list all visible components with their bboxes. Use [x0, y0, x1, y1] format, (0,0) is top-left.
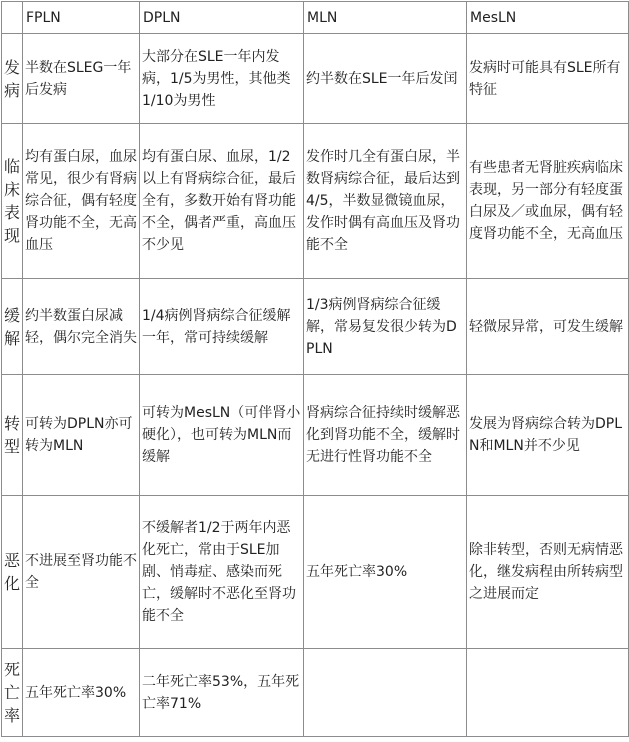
- lupus-nephritis-comparison-table: [1, 1, 629, 737]
- header-mesln: MesLN: [467, 2, 629, 34]
- header-mln: MLN: [304, 2, 467, 34]
- cell-onset-dpln: 大部分在SLE一年内发病，1/5为男性，其他类1/10为男性: [140, 34, 304, 124]
- cell-mortality-mln: [304, 649, 467, 737]
- cell-transformation-mesln: 发展为肾病综合转为DPLN和MLN并不少见: [467, 375, 629, 496]
- cell-onset-fpln: 半数在SLEG一年后发病: [23, 34, 140, 124]
- cell-deterioration-mln: 五年死亡率30%: [304, 496, 467, 649]
- row-label-mortality: 死亡率: [2, 649, 23, 737]
- row-label-transformation: 转型: [2, 375, 23, 496]
- row-label-clinical: 临床表现: [2, 124, 23, 279]
- cell-clinical-mesln: 有些患者无肾脏疾病临床表现，另一部分有轻度蛋白尿及／或血尿，偶有轻度肾功能不全，无高血压: [467, 124, 629, 279]
- row-onset: [2, 34, 629, 124]
- cell-clinical-mln: 发作时几全有蛋白尿，半数肾病综合征，最后达到4/5，半数显微镜血尿，发作时偶有高血压及肾功能不全: [304, 124, 467, 279]
- row-clinical: [2, 124, 629, 279]
- cell-remission-mesln: 轻微尿异常，可发生缓解: [467, 279, 629, 375]
- row-mortality: [2, 649, 629, 737]
- cell-onset-mesln: 发病时可能具有SLE所有特征: [467, 34, 629, 124]
- row-transformation: [2, 375, 629, 496]
- cell-clinical-fpln: 均有蛋白尿，血尿常见，很少有肾病综合征，偶有轻度肾功能不全，无高血压: [23, 124, 140, 279]
- header-row: [2, 2, 629, 34]
- cell-clinical-dpln: 均有蛋白尿、血尿，1/2以上有肾病综合征，最后全有，多数开始有肾功能不全，偶者严重，高血压不少见: [140, 124, 304, 279]
- cell-deterioration-fpln: 不进展至肾功能不全: [23, 496, 140, 649]
- cell-deterioration-mesln: 除非转型，否则无病情恶化，继发病程由所转病型之进展而定: [467, 496, 629, 649]
- row-label-onset: 发病: [2, 34, 23, 124]
- cell-transformation-dpln: 可转为MesLN（可伴肾小硬化），也可转为MLN而缓解: [140, 375, 304, 496]
- cell-transformation-fpln: 可转为DPLN亦可转为MLN: [23, 375, 140, 496]
- cell-deterioration-dpln: 不缓解者1/2于两年内恶化死亡，常由于SLE加剧、悄毒症、感染而死亡，缓解时不恶化至肾功能不全: [140, 496, 304, 649]
- cell-onset-mln: 约半数在SLE一年后发闰: [304, 34, 467, 124]
- corner-cell: [2, 2, 23, 34]
- cell-transformation-mln: 肾病综合征持续时缓解恶化到肾功能不全，缓解时无进行性肾功能不全: [304, 375, 467, 496]
- row-deterioration: [2, 496, 629, 649]
- cell-remission-fpln: 约半数蛋白尿减轻，偶尔完全消失: [23, 279, 140, 375]
- cell-remission-mln: 1/3病例肾病综合征缓解，常易复发很少转为DPLN: [304, 279, 467, 375]
- header-fpln: FPLN: [23, 2, 140, 34]
- cell-mortality-fpln: 五年死亡率30%: [23, 649, 140, 737]
- cell-mortality-mesln: [467, 649, 629, 737]
- row-remission: [2, 279, 629, 375]
- cell-remission-dpln: 1/4病例肾病综合征缓解一年，常可持续缓解: [140, 279, 304, 375]
- row-label-remission: 缓解: [2, 279, 23, 375]
- cell-mortality-dpln: 二年死亡率53%，五年死亡率71%: [140, 649, 304, 737]
- row-label-deterioration: 恶化: [2, 496, 23, 649]
- header-dpln: DPLN: [140, 2, 304, 34]
